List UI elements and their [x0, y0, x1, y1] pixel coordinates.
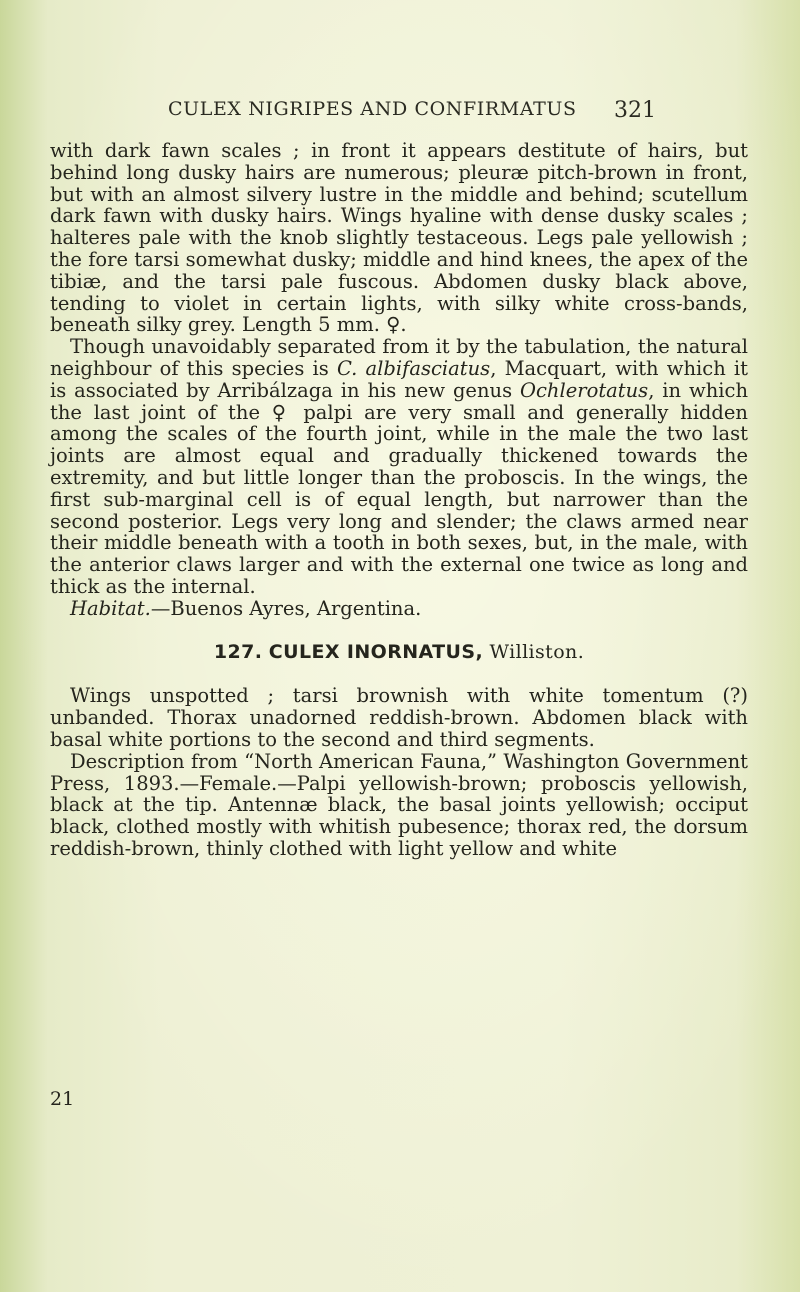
page-number: 321	[614, 98, 656, 123]
affinity-text-1: Though unavoidably separated from it by the tabulation, the natural neighbour of this species is	[50, 335, 748, 380]
species-author: Williston.	[489, 640, 585, 663]
running-title: CULEX NIGRIPES AND CONFIRMATUS	[168, 98, 577, 120]
paragraph-diagnosis: Wings unspotted ; tarsi brownish with white tomentum (?) unbanded. Thorax unadorned reddish-brown. Abdomen black with basal white portions to the second and third segments.	[50, 684, 748, 751]
species-heading	[50, 642, 748, 664]
habitat-label: Habitat.	[70, 596, 151, 620]
paragraph-description-source: Description from “North American Fauna,” Washington Government Press, 1893.—Female.—Palpi yellowish-brown; proboscis yellowish, black at the tip. Antennæ black, the basal joints yellowish; occiput black, clothed mostly with whitish pubesence; thorax red, the dorsum reddish-brown, thinly clothed with light yellow and white	[50, 749, 748, 860]
species-name-albifasciatus: C. albifasciatus	[336, 356, 491, 380]
body-text	[50, 140, 748, 860]
affinity-text-2: , Macquart, with which it is associated by Arribálzaga in his new genus	[50, 356, 748, 402]
spacer	[50, 620, 748, 642]
page-header	[0, 98, 800, 128]
signature-mark: 21	[50, 1088, 75, 1110]
paragraph-habitat	[50, 598, 748, 620]
habitat-text: —Buenos Ayres, Argentina.	[150, 596, 422, 620]
genus-name-ochlerotatus: Ochlerotatus	[520, 378, 649, 402]
species-number: 127.	[213, 640, 263, 663]
paragraph-description-continued: with dark fawn scales ; in front it appears destitute of hairs, but behind long dusky hairs are numerous; pleuræ pitch-brown in front, but with an almost silvery lustre in the middle and behind; scutellum dark fawn with dusky hairs. Wings hyaline with dense dusky scales ; halteres pale with the knob slightly testaceous. Legs pale yellowish ; the fore tarsi somewhat dusky; middle and hind knees, the apex of the tibiæ, and the tarsi pale fuscous. Abdomen dusky black above, tending to violet in certain lights, with silky white cross-bands, beneath silky grey. Length 5 mm. ♀.	[50, 139, 748, 337]
affinity-text-3: , in which the last joint of the ♀ palpi are very small and generally hidden among the scales of the fourth joint, while in the male the two last joints are almost equal and gradually thickened towards the extremity, and but little longer than the proboscis. In the wings, the first sub-marginal cell is of equal length, but narrower than the second posterior. Legs very long and slender; the claws armed near their middle beneath with a tooth in both sexes, but, in the male, with the anterior claws larger and with the external one twice as long and thick as the internal.	[50, 378, 748, 598]
paragraph-affinity	[50, 336, 748, 598]
spacer	[50, 663, 748, 685]
species-name: CULEX INORNATUS,	[268, 640, 484, 663]
